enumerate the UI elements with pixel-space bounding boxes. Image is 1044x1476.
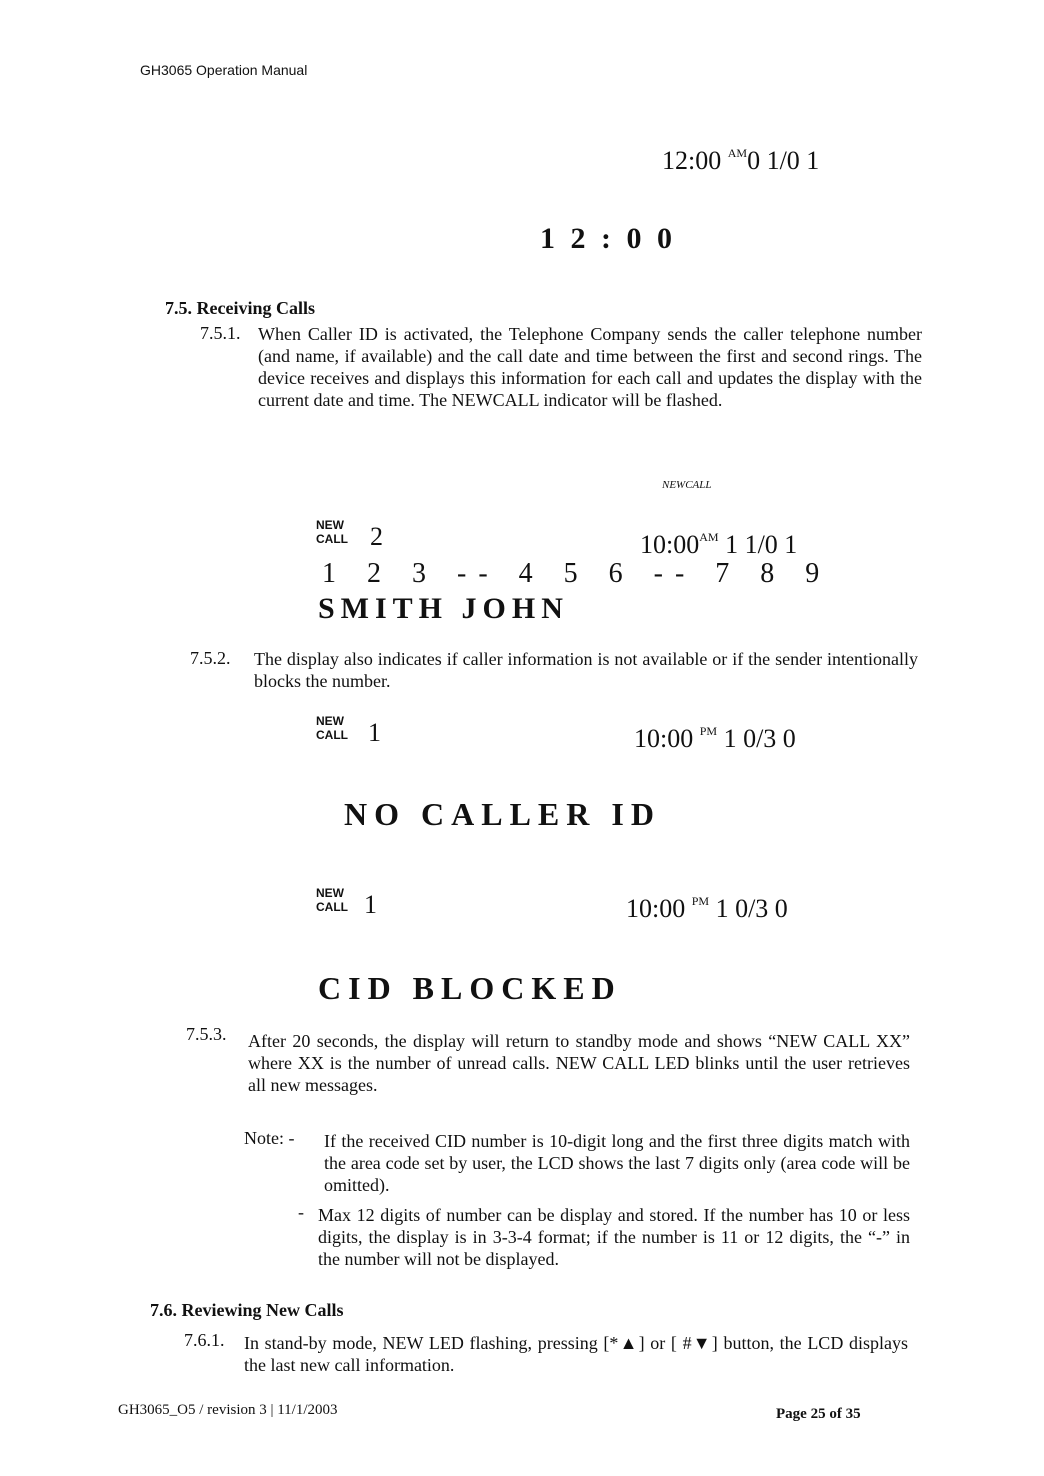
lcd1-ampm: AM xyxy=(699,530,719,544)
para-7-5-1-text: When Caller ID is activated, the Telephone Company sends the caller telephone number (and name, if available) and the call date and time between the first and second rings. The device receives and displays this information for each call and updates the display with the current date and time. The NEWCALL indicator will be flashed. xyxy=(258,324,922,410)
lcd2-call-text: CALL xyxy=(316,728,348,742)
footer-revision: GH3065_O5 / revision 3 | 11/1/2003 xyxy=(118,1402,338,1418)
para-7-5-2-number: 7.5.2. xyxy=(190,648,231,668)
lcd1-newcall-label xyxy=(316,518,348,546)
lcd2-date: 1 0/3 0 xyxy=(723,724,796,753)
standby-ampm: AM xyxy=(727,146,748,160)
para-7-5-1-number: 7.5.1. xyxy=(200,323,241,343)
lcd1-call-text: CALL xyxy=(316,532,348,546)
lcd1-phone-number: 1 2 3 -- 4 5 6 -- 7 8 9 xyxy=(322,558,832,589)
standby-clock: 1 2 : 0 0 xyxy=(540,222,676,255)
section-7-5-title: 7.5. Receiving Calls xyxy=(165,298,315,318)
note-item-2: Max 12 digits of number can be display and stored. If the number has 10 or less digits, the display is in 3-3-4 format; if the number is 11 or 12 digits, the “-” in the number will not be displayed. xyxy=(318,1205,910,1269)
lcd1-new-text: NEW xyxy=(316,518,344,532)
newcall-indicator-label: NEWCALL xyxy=(662,479,712,491)
lcd1-caller-name: SMITH JOHN xyxy=(318,592,569,625)
para-7-5-3-text: After 20 seconds, the display will return to standby mode and shows “NEW CALL XX” where XX is the number of unread calls. NEW CALL LED blinks until the user retrieves all new messages. xyxy=(248,1031,910,1095)
lcd3-time: 10:00 xyxy=(626,894,686,923)
lcd1-time-date xyxy=(640,530,797,560)
note-label: Note: - xyxy=(244,1128,295,1148)
lcd3-new-text: NEW xyxy=(316,886,344,900)
lcd3-time-date xyxy=(626,894,788,924)
lcd2-count: 1 xyxy=(368,718,381,747)
section-7-6-title: 7.6. Reviewing New Calls xyxy=(150,1300,344,1320)
lcd3-call-text: CALL xyxy=(316,900,348,914)
para-7-6-1-text: In stand-by mode, NEW LED flashing, pressing [*▲] or [ #▼] button, the LCD displays the last new call information. xyxy=(244,1333,908,1375)
note-item-1: If the received CID number is 10-digit long and the first three digits match with the area code set by user, the LCD shows the last 7 digits only (area code will be omitted). xyxy=(324,1131,910,1195)
lcd2-time-date xyxy=(634,724,796,754)
standby-time-date xyxy=(662,146,819,176)
lcd2-time: 10:00 xyxy=(634,724,694,753)
lcd3-newcall-label xyxy=(316,886,348,914)
lcd3-message: CID BLOCKED xyxy=(318,970,622,1006)
lcd2-message: NO CALLER ID xyxy=(344,796,661,832)
lcd3-date: 1 0/3 0 xyxy=(715,894,788,923)
lcd3-ampm: PM xyxy=(691,894,710,908)
lcd1-count: 2 xyxy=(370,522,383,551)
para-7-6-1-number: 7.6.1. xyxy=(184,1330,225,1350)
lcd2-new-text: NEW xyxy=(316,714,344,728)
standby-time: 12:00 xyxy=(662,146,722,175)
lcd1-date: 1 1/0 1 xyxy=(725,530,798,559)
manual-title: GH3065 Operation Manual xyxy=(140,62,308,78)
para-7-5-2-text: The display also indicates if caller information is not available or if the sender intentionally blocks the number. xyxy=(254,649,918,691)
standby-date: 0 1/0 1 xyxy=(747,146,820,175)
lcd2-newcall-label xyxy=(316,714,348,742)
note-dash-2: - xyxy=(298,1202,304,1222)
lcd3-count: 1 xyxy=(364,890,377,919)
lcd1-time: 10:00 xyxy=(640,530,700,559)
footer-page-number: Page 25 of 35 xyxy=(776,1406,861,1422)
para-7-5-3-number: 7.5.3. xyxy=(186,1024,227,1044)
lcd2-ampm: PM xyxy=(699,724,718,738)
